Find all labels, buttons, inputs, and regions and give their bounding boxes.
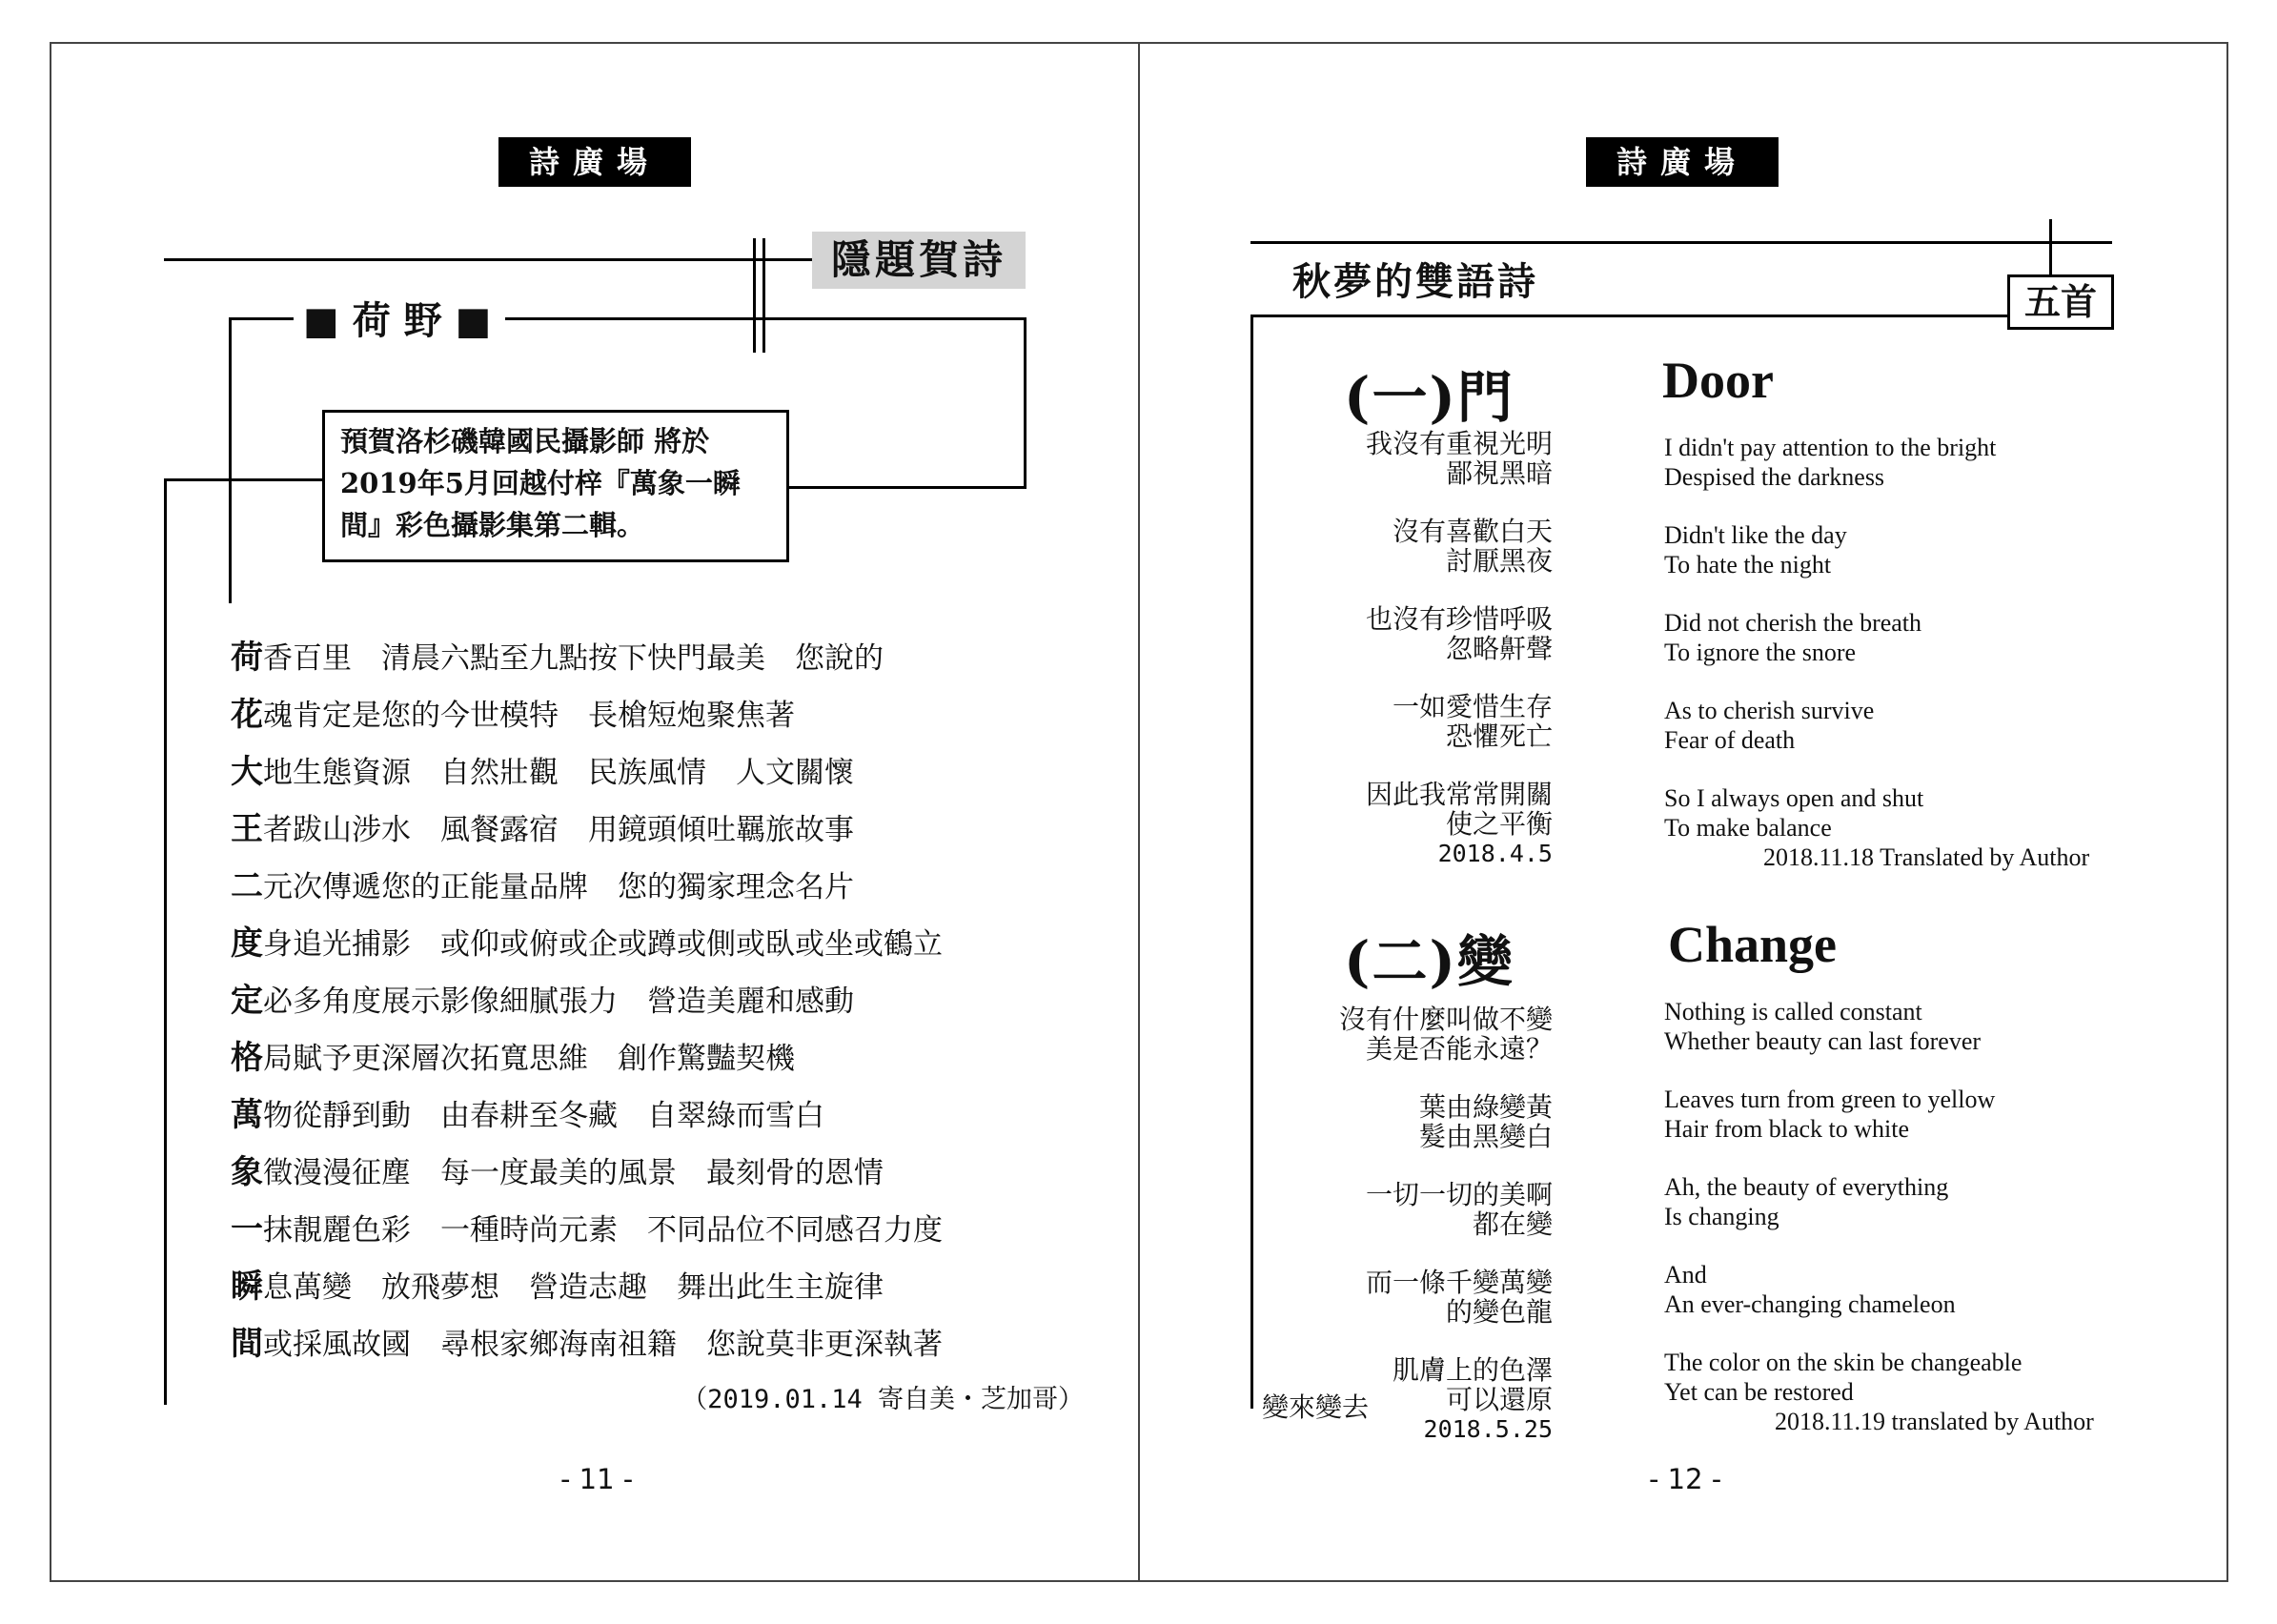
acrostic-lead: 度: [231, 924, 263, 963]
zh-line: 一切一切的美啊: [1365, 1179, 1553, 1210]
en-line: An ever-changing chameleon: [1664, 1290, 1956, 1318]
date-note: （2019.01.14 寄自美・芝加哥）: [681, 1385, 1084, 1414]
rule-long-left-top: [164, 478, 324, 481]
page-number: - 11 -: [560, 1463, 634, 1495]
line-text: 抹靚麗色彩 一種時尚元素 不同品位不同感召力度: [263, 1213, 943, 1248]
zh-date: 2018.4.5: [1437, 840, 1553, 867]
poem1-zh-stanza: [1393, 517, 1553, 576]
acrostic-lead: 一: [231, 1210, 263, 1248]
poem2-zh-stanza: [1393, 1355, 1553, 1444]
zh-line: 葉由綠變黃: [1418, 1091, 1553, 1123]
poem1-zh-stanza: [1366, 604, 1553, 663]
line-text: 息萬變 放飛夢想 營造志趣 舞出此生主旋律: [263, 1270, 884, 1305]
square-mark-icon: ■: [441, 298, 492, 343]
en-line: To ignore the snore: [1664, 639, 1857, 666]
en-line: I didn't pay attention to the bright: [1664, 434, 1997, 461]
poem2-en-stanza: [1664, 1260, 1956, 1319]
poem1-en-stanza: [1664, 696, 1874, 755]
section-tag: 詩廣場: [498, 137, 691, 187]
dedication-box: 預賀洛杉磯韓國民攝影師 將於2019年5月回越付梓『萬象一瞬間』彩色攝影集第二輯。: [322, 410, 789, 562]
rule-right-left-vertical: [1250, 315, 1253, 1409]
line-text: 魂肯定是您的今世模特 長槍短炮聚焦著: [263, 699, 795, 733]
poem-line: [231, 1203, 943, 1249]
zh-line: 一如愛惜生存: [1392, 691, 1553, 722]
rule-tick: [2049, 219, 2052, 276]
zh-line: 恐懼死亡: [1445, 721, 1553, 752]
rule-author-right: [505, 317, 1027, 320]
poem1-zh-stanza: [1393, 692, 1553, 751]
rule-left-vertical: [229, 317, 232, 603]
poem-line: [231, 974, 854, 1021]
poem1-zh-stanza: [1366, 429, 1553, 488]
poem2-zh-stanza: [1339, 1005, 1553, 1064]
square-mark-icon: ■: [303, 298, 353, 343]
poem1-en-title: Door: [1662, 352, 1774, 409]
poem-line: [231, 1317, 943, 1364]
zh-line: 而一條千變萬變: [1365, 1267, 1553, 1298]
line-text: 或採風故國 尋根家鄉海南祖籍 您說莫非更深執著: [263, 1328, 943, 1362]
poem1-en-stanza: [1664, 520, 1847, 579]
acrostic-lead: 瞬: [231, 1268, 263, 1306]
en-line: Fear of death: [1664, 726, 1796, 754]
poem-line: [231, 1088, 824, 1135]
line-text: 身追光捕影 或仰或俯或企或蹲或側或臥或坐或鶴立: [263, 927, 943, 962]
line-text: 物從靜到動 由春耕至冬藏 自翠綠而雪白: [263, 1099, 824, 1133]
acrostic-lead: 間: [231, 1325, 263, 1363]
page-divider: [1138, 42, 1140, 1582]
acrostic-lead: 象: [231, 1153, 263, 1191]
en-line: To hate the night: [1664, 551, 1832, 579]
poem-line: [231, 1031, 795, 1078]
en-line: Ah, the beauty of everything: [1664, 1173, 1949, 1201]
en-line: Is changing: [1664, 1203, 1779, 1230]
zh-line: 髮由黑變白: [1418, 1121, 1553, 1152]
en-line: So I always open and shut: [1664, 784, 1924, 812]
line-text: 香百里 清晨六點至九點按下快門最美 您說的: [263, 641, 884, 676]
zh-line: 的變色龍: [1445, 1296, 1553, 1328]
poem-line: [231, 745, 854, 792]
zh-line: 因此我常常開關: [1365, 779, 1553, 810]
line-text: 必多角度展示影像細膩張力 營造美麗和感動: [263, 985, 854, 1019]
section-tag: 詩廣場: [1586, 137, 1779, 187]
rule-title-bottom: [1250, 315, 2009, 317]
acrostic-lead: 二: [231, 867, 263, 905]
rule-top: [164, 258, 812, 261]
en-line: Despised the darkness: [1664, 463, 1885, 491]
acrostic-lead: 王: [231, 810, 263, 848]
line-text: 者跋山涉水 風餐露宿 用鏡頭傾吐羈旅故事: [263, 813, 854, 847]
rule-vertical-b: [762, 238, 765, 353]
poem-line: [231, 802, 854, 849]
author-name: 荷 野: [352, 298, 442, 343]
line-text: 局賦予更深層次拓寬思維 創作驚豔契機: [263, 1042, 795, 1076]
zh-line: 沒有喜歡白天: [1392, 516, 1553, 547]
rule-right-bottom: [789, 486, 1027, 489]
poem2-zh-title: (二)變: [1344, 929, 1515, 994]
en-line: Did not cherish the breath: [1664, 609, 1922, 637]
poem2-zh-stanza: [1419, 1092, 1553, 1151]
zh-line: 也沒有珍惜呼吸: [1365, 603, 1553, 635]
line-text: 地生態資源 自然壯觀 民族風情 人文關懷: [263, 756, 854, 790]
poem-line: [231, 688, 795, 735]
poem-line: [231, 917, 943, 964]
poem-line: [231, 631, 884, 678]
section-label: 隱題賀詩: [812, 232, 1026, 289]
poem1-zh-title: (一)門: [1344, 365, 1515, 430]
rule-long-left: [164, 478, 167, 1405]
series-title: 秋夢的雙語詩: [1292, 259, 1538, 304]
en-line: The color on the skin be changeable: [1664, 1349, 2023, 1376]
en-line: To make balance: [1664, 814, 1832, 842]
zh-line: 忽略鼾聲: [1445, 633, 1553, 664]
en-line: Hair from black to white: [1664, 1115, 1910, 1143]
poem2-zh-stanza: [1366, 1180, 1553, 1239]
zh-line: 討厭黑夜: [1445, 545, 1553, 577]
rule-right-vertical: [1024, 317, 1027, 489]
poem1-zh-stanza: [1366, 780, 1553, 868]
en-line: Yet can be restored: [1664, 1378, 1854, 1406]
acrostic-lead: 萬: [231, 1096, 263, 1134]
zh-date: 2018.5.25: [1423, 1415, 1553, 1443]
en-line: And: [1664, 1261, 1707, 1289]
zh-line: 都在變: [1472, 1208, 1553, 1240]
poem2-en-stanza: [1664, 1085, 1995, 1144]
line-text: 徵漫漫征塵 每一度最美的風景 最刻骨的恩情: [263, 1156, 884, 1190]
poem2-en-title: Change: [1668, 916, 1838, 973]
poem2-zh-side-line: 變來變去: [1262, 1391, 1370, 1423]
poem2-zh-stanza: [1366, 1268, 1553, 1327]
poem2-en-date: 2018.11.19 translated by Author: [1775, 1408, 2094, 1435]
poem1-en-stanza: [1664, 433, 1996, 492]
rule-top: [1250, 241, 2112, 244]
acrostic-lead: 格: [231, 1039, 263, 1077]
en-line: Nothing is called constant: [1664, 998, 1922, 1025]
author-label: [303, 291, 491, 345]
rule-vertical-a: [753, 238, 756, 353]
page-number: - 12 -: [1649, 1463, 1722, 1495]
count-label: 五首: [2007, 274, 2114, 330]
poem-line: [231, 1260, 884, 1307]
poem1-en-stanza: [1664, 783, 1923, 842]
poem1-en-stanza: [1664, 608, 1921, 667]
zh-line: 肌膚上的色澤: [1392, 1354, 1553, 1386]
zh-line: 鄙視黑暗: [1445, 457, 1553, 489]
zh-line: 使之平衡: [1445, 808, 1553, 840]
en-line: Whether beauty can last forever: [1664, 1027, 1982, 1055]
zh-line: 可以還原: [1445, 1384, 1553, 1415]
rule-author-left: [229, 317, 294, 320]
poem1-en-date: 2018.11.18 Translated by Author: [1763, 843, 2090, 871]
poem-line: [231, 860, 854, 906]
zh-line: 沒有什麼叫做不變: [1338, 1004, 1553, 1035]
line-text: 元次傳遞您的正能量品牌 您的獨家理念名片: [263, 870, 854, 904]
poem2-en-stanza: [1664, 1348, 2022, 1407]
poem-line: [231, 1146, 884, 1192]
zh-line: 我沒有重視光明: [1365, 428, 1553, 459]
acrostic-lead: 荷: [231, 639, 263, 677]
en-line: Leaves turn from green to yellow: [1664, 1086, 1996, 1113]
acrostic-lead: 花: [231, 696, 263, 734]
poem2-en-stanza: [1664, 997, 1981, 1056]
en-line: As to cherish survive: [1664, 697, 1875, 724]
zh-line: 美是否能永遠？: [1365, 1033, 1553, 1065]
acrostic-lead: 大: [231, 753, 263, 791]
en-line: Didn't like the day: [1664, 521, 1847, 549]
poem2-en-stanza: [1664, 1172, 1948, 1231]
acrostic-lead: 定: [231, 982, 263, 1020]
